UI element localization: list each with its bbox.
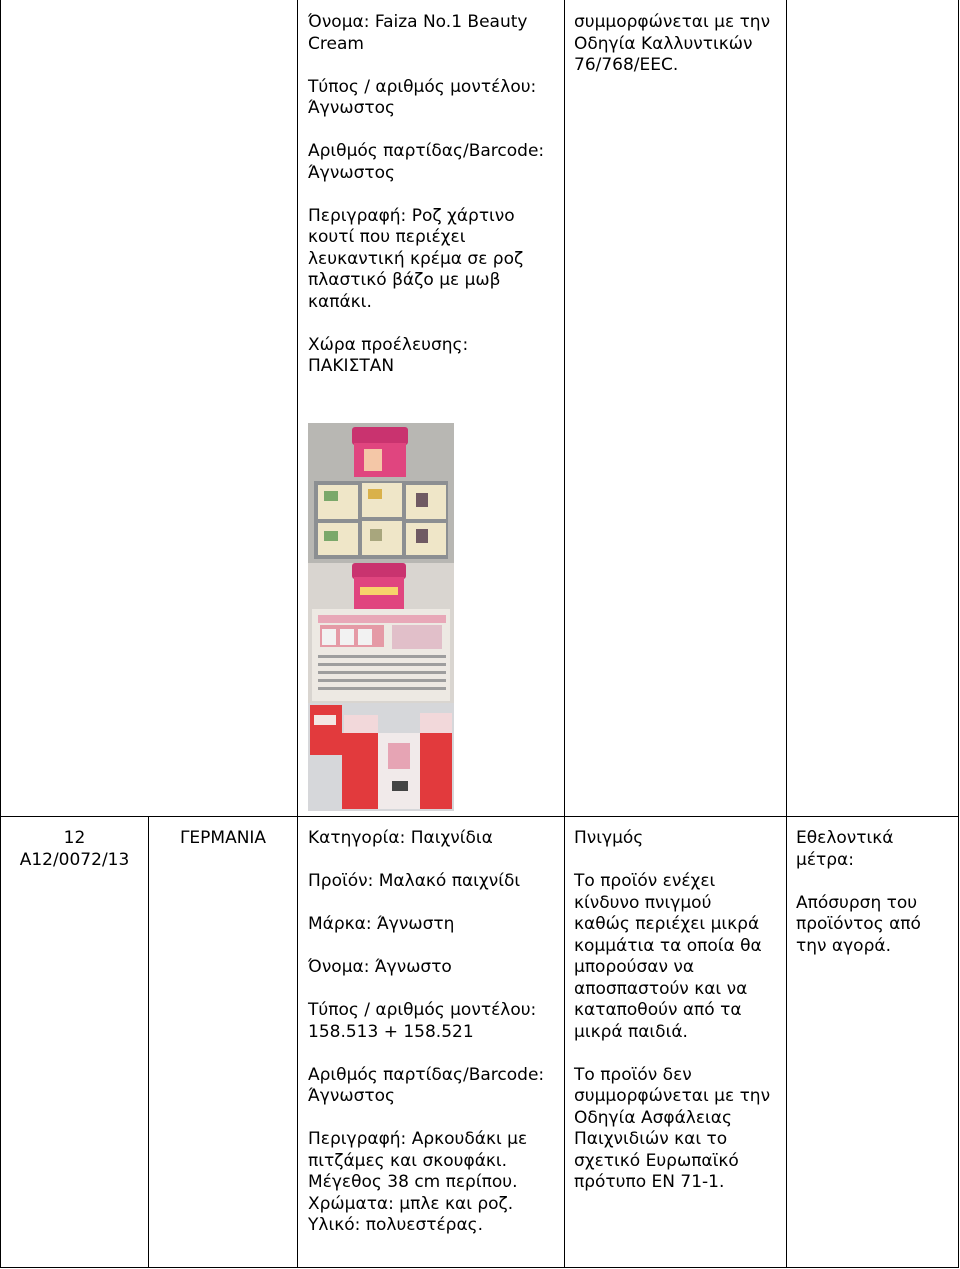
risk-line: μπορούσαν να	[574, 957, 695, 977]
table-border-left	[0, 0, 1, 1268]
top-risk-cell	[574, 12, 782, 77]
measures-line: μέτρα:	[796, 849, 854, 870]
desc-line	[308, 893, 562, 915]
risk-line: καθώς περιέχει μικρά	[574, 914, 760, 934]
desc-line: κουτί που περιέχει	[308, 227, 466, 247]
desc-line: πλαστικό βάζο με μωβ	[308, 270, 501, 290]
desc-line: Κατηγορία: Παιχνίδια	[308, 828, 493, 848]
row-12-measures-cell	[796, 828, 956, 957]
measures-line: προϊόντος από	[796, 914, 921, 934]
desc-line: Προϊόν: Μαλακό παιχνίδι	[308, 871, 521, 891]
desc-line	[308, 55, 562, 77]
measures-line: Απόσυρση του	[796, 892, 918, 913]
risk-line	[574, 1043, 784, 1065]
cream-jar-leaflet-image	[308, 563, 454, 703]
risk-line: αποσπαστούν και να	[574, 978, 748, 999]
col-divider-1	[148, 816, 149, 1268]
desc-line: Άγνωστος	[308, 98, 395, 118]
row-12-description-cell	[308, 828, 562, 1237]
desc-line: Όνομα: Faiza No.1 Beauty	[308, 12, 528, 32]
desc-line	[308, 313, 562, 335]
desc-line: πιτζάμες και σκουφάκι.	[308, 1150, 508, 1171]
risk-line: κίνδυνο πνιγμού	[574, 892, 712, 913]
col-divider-2	[297, 0, 298, 1268]
risk-line: καταποθούν από τα	[574, 1000, 742, 1020]
measures-line	[796, 871, 956, 893]
risk-line: Πνιγμός	[574, 828, 644, 848]
measures-line: την αγορά.	[796, 935, 891, 956]
row-divider	[0, 816, 959, 817]
photo-unfolded-box	[308, 703, 454, 811]
photo-top-jar-and-cards	[308, 423, 454, 563]
desc-line	[308, 936, 562, 958]
desc-line: Μάρκα: Άγνωστη	[308, 914, 455, 934]
desc-line: Cream	[308, 33, 364, 54]
desc-line: Αριθμός παρτίδας/Barcode:	[308, 141, 545, 161]
desc-line: Χρώματα: μπλε και ροζ.	[308, 1193, 514, 1214]
risk-line: μικρά παιδιά.	[574, 1021, 688, 1042]
desc-line: Αριθμός παρτίδας/Barcode:	[308, 1064, 545, 1085]
row-12-id-cell	[1, 828, 148, 871]
row-number: 12	[63, 828, 86, 848]
row-12-country-cell	[149, 828, 297, 850]
desc-line: Υλικό: πολυεστέρας.	[308, 1215, 484, 1235]
risk-line: κομμάτια τα οποία θα	[574, 935, 762, 956]
row-reference: A12/0072/13	[19, 849, 130, 870]
desc-line: Άγνωστος	[308, 162, 395, 183]
risk-line: 76/768/EEC.	[574, 55, 679, 75]
table-border-right	[958, 0, 959, 1268]
unfolded-box-image	[308, 703, 454, 811]
col-divider-3	[564, 0, 565, 1268]
measures-line: Εθελοντικά	[796, 828, 894, 848]
risk-line: συμμορφώνεται με την	[574, 12, 771, 32]
country-name: ΓΕΡΜΑΝΙΑ	[179, 828, 267, 848]
risk-line: Το προϊόν ενέχει	[574, 871, 716, 891]
top-description-cell	[308, 12, 562, 378]
desc-line: Τύπος / αριθμός μοντέλου:	[308, 76, 537, 97]
desc-line: Περιγραφή: Αρκουδάκι με	[308, 1129, 528, 1149]
desc-line	[308, 979, 562, 1001]
desc-line: λευκαντική κρέμα σε ροζ	[308, 248, 524, 269]
desc-line: Τύπος / αριθμός μοντέλου:	[308, 1000, 537, 1020]
col-divider-4	[786, 0, 787, 1268]
desc-line	[308, 1043, 562, 1065]
table-border-bottom	[0, 1267, 959, 1268]
risk-line: πρότυπο EN 71-1.	[574, 1172, 725, 1192]
desc-line	[308, 850, 562, 872]
desc-line: Περιγραφή: Ροζ χάρτινο	[308, 205, 515, 226]
desc-line: Όνομα: Άγνωστο	[308, 957, 452, 977]
desc-line	[308, 184, 562, 206]
risk-line: Οδηγία Ασφάλειας	[574, 1107, 732, 1128]
desc-line: Χώρα προέλευσης:	[308, 334, 469, 355]
desc-line: ΠΑΚΙΣΤΑΝ	[308, 356, 395, 376]
desc-line	[308, 120, 562, 142]
desc-line: 158.513 + 158.521	[308, 1021, 474, 1042]
risk-line: Οδηγία Καλλυντικών	[574, 33, 753, 54]
risk-line: Παιχνιδιών και το	[574, 1129, 728, 1149]
desc-line: καπάκι.	[308, 291, 372, 312]
risk-line: σχετικό Ευρωπαϊκό	[574, 1150, 739, 1171]
cream-jar-cards-image	[308, 423, 454, 563]
risk-line	[574, 850, 784, 872]
photo-jar-and-leaflet	[308, 563, 454, 703]
desc-line: Άγνωστος	[308, 1086, 395, 1106]
risk-line: συμμορφώνεται με την	[574, 1086, 771, 1106]
risk-line: Το προϊόν δεν	[574, 1064, 692, 1085]
desc-line: Μέγεθος 38 cm περίπου.	[308, 1172, 518, 1192]
row-12-risk-cell	[574, 828, 784, 1194]
desc-line	[308, 1108, 562, 1130]
